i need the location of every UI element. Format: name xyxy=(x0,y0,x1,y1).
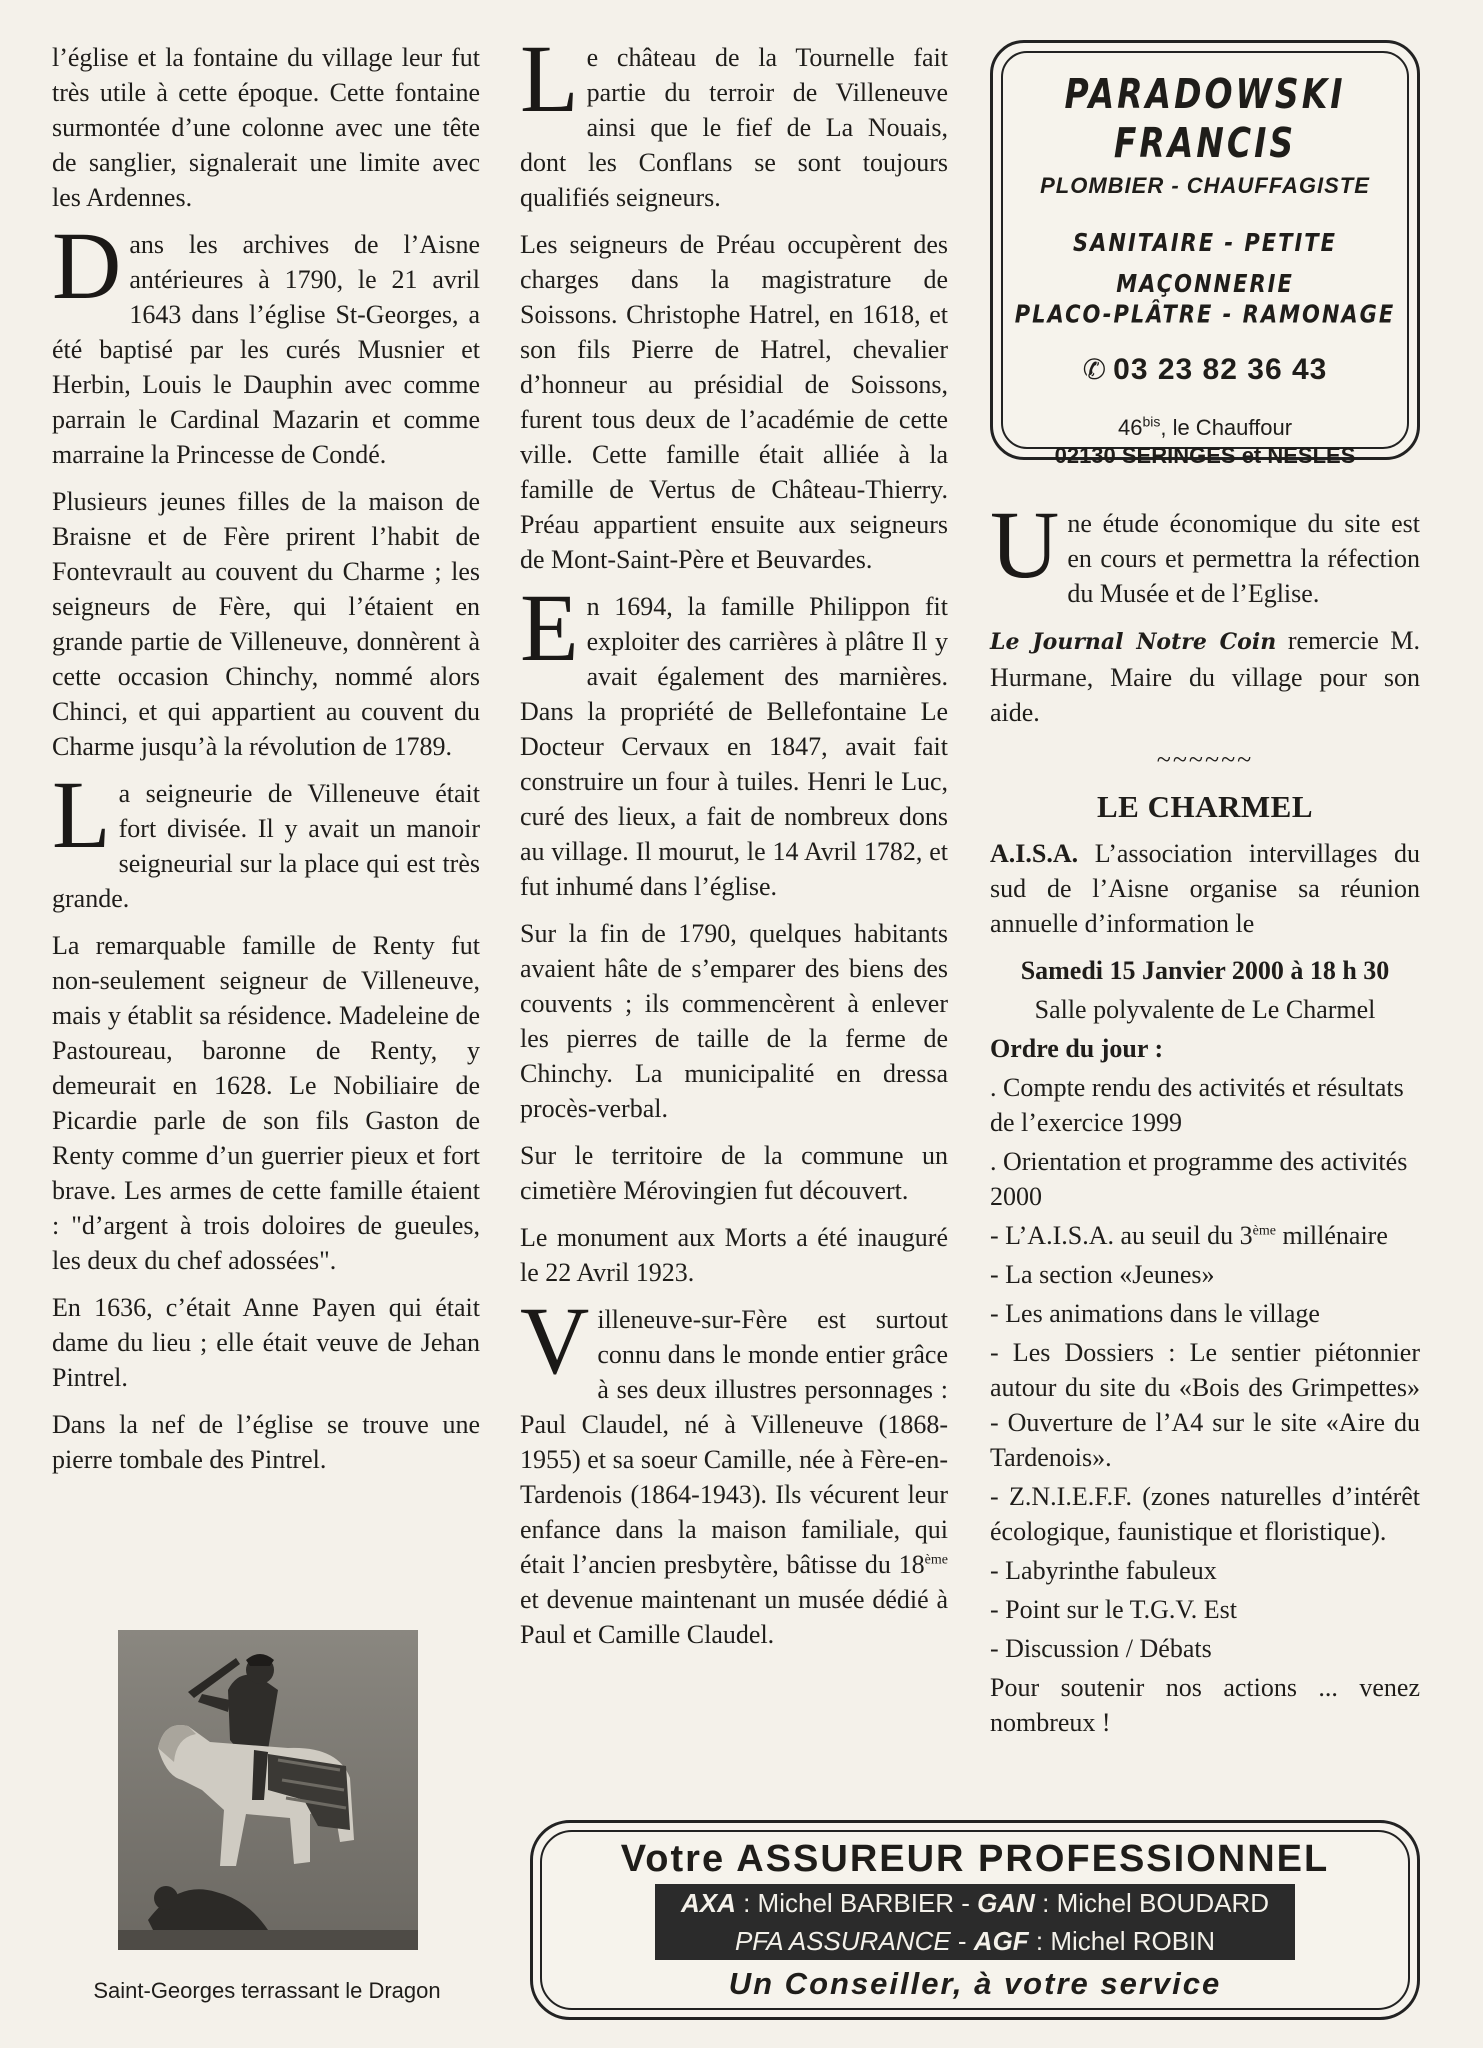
paragraph xyxy=(990,836,1420,941)
ad-phone xyxy=(1003,353,1407,387)
event-date: Samedi 15 Janvier 2000 à 18 h 30 xyxy=(1020,956,1390,985)
ad-title: Votre ASSUREUR PROFESSIONNEL xyxy=(620,1838,1330,1880)
agenda-item-text: - L’A.I.S.A. au seuil du 3 xyxy=(990,1221,1253,1250)
agenda-item: . Compte rendu des activités et résultats de l’exercice 1999 xyxy=(990,1073,1404,1137)
aisa-label: A.I.S.A. xyxy=(990,839,1079,868)
paragraph xyxy=(520,574,948,904)
brand-pfa: PFA ASSURANCE xyxy=(734,1926,951,1956)
paragraph-text: a seigneurie de Villeneuve était fort divisée. Il y avait un manoir seigneurial sur la place qui est très grande. xyxy=(52,779,480,913)
paragraph xyxy=(52,212,480,472)
superscript: ème xyxy=(924,1552,948,1568)
section-heading: LE CHARMEL xyxy=(1097,789,1313,824)
ad-address-street: , le Chauffour xyxy=(1160,415,1293,440)
paragraph xyxy=(520,25,948,215)
ad-address-suffix: bis xyxy=(1142,413,1161,430)
ad-address xyxy=(1003,413,1407,443)
paragraph-text: e château de la Tournelle fait partie du terroir de Villeneuve ainsi que le fief de La Nouais, dont les Conflans se sont toujours qualifiés seigneurs. xyxy=(520,43,948,212)
agenda-item: - Z.N.I.E.F.F. (zones naturelles d’intérêt écologique, faunistique et floristique). xyxy=(990,1482,1420,1546)
article-column-2 xyxy=(520,25,948,1664)
drop-cap: L xyxy=(52,761,111,868)
paragraph xyxy=(990,623,1420,730)
separator: - xyxy=(950,1926,974,1956)
paragraph: La remarquable famille de Renty fut non-seulement seigneur de Villeneuve, mais y établit sa résidence. Madeleine de Pastoureau, baronne de Renty, y demeurait en 1628. Le Nobiliaire de Picardie parle de son fils Gaston de Renty comme d’un guerrier pieux et fort brave. Les armes de cette famille étaient : "d’argent à trois doloires de gueules, les deux du chef adossées". xyxy=(52,931,480,1275)
drop-cap: V xyxy=(520,1287,590,1394)
paragraph-text: illeneuve-sur-Fère est surtout connu dans le monde entier grâce à ses deux illustres personnages : Paul Claudel, né à Villeneuve (1868-1955) et sa soeur Camille, née à Fère-en-Tardenois (1864-1943). Ils vécurent leur enfance dans la maison familiale, qui était l’ancien presbytère, bâtisse du 18 xyxy=(520,1305,948,1579)
saint-georges-photo xyxy=(118,1630,418,1950)
ad-profession: PLOMBIER - CHAUFFAGISTE xyxy=(1040,173,1370,198)
paragraph: Sur le territoire de la commune un cimetière Mérovingien fut découvert. xyxy=(520,1141,948,1205)
article-column-3 xyxy=(990,491,1420,1752)
paragraph: Le monument aux Morts a été inauguré le 22 Avril 1923. xyxy=(520,1223,948,1287)
ad-service-line: SANITAIRE - PETITE MAÇONNERIE xyxy=(1073,228,1337,298)
ad-agents-line xyxy=(655,1922,1295,1960)
article-column-1 xyxy=(52,40,480,1489)
agenda-item xyxy=(990,1218,1420,1253)
ad-frame xyxy=(1001,51,1409,468)
superscript: ème xyxy=(1252,1223,1276,1239)
agenda-item: - Point sur le T.G.V. Est xyxy=(990,1595,1238,1624)
closing-text: Pour soutenir nos actions ... venez nombreux ! xyxy=(990,1673,1420,1737)
ad-slogan: Un Conseiller, à votre service xyxy=(728,1966,1222,2001)
agenda-item: - Labyrinthe fabuleux xyxy=(990,1556,1217,1585)
paragraph-text: L’association intervillages du sud de l’Aisne organise sa réunion annuelle d’information le xyxy=(990,839,1420,938)
journal-name: Le Journal Notre Coin xyxy=(990,629,1277,655)
drop-cap: L xyxy=(520,25,579,132)
agent-name: : Michel ROBIN xyxy=(1028,1926,1216,1956)
agenda-item: - La section «Jeunes» xyxy=(990,1260,1215,1289)
agenda-item-text: millénaire xyxy=(1275,1221,1388,1250)
paragraph: Dans la nef de l’église se trouve une pierre tombale des Pintrel. xyxy=(52,1410,480,1474)
ad-service-line: PLACO-PLÂTRE - RAMONAGE xyxy=(1014,299,1396,329)
agenda-item: . Orientation et programme des activités 2000 xyxy=(990,1147,1408,1211)
ad-agents-line xyxy=(655,1884,1295,1922)
agenda-item: - Les animations dans le village xyxy=(990,1299,1320,1328)
brand-agf: AGF xyxy=(973,1926,1029,1956)
paragraph: l’église et la fontaine du village leur fut très utile à cette époque. Cette fontaine surmontée d’une colonne avec une tête de sanglier, signalerait une limite avec les Ardennes. xyxy=(52,43,480,212)
agent-name: : Michel BOUDARD xyxy=(1034,1888,1269,1918)
statue-illustration xyxy=(118,1630,418,1950)
ad-business-name: PARADOWSKI FRANCIS xyxy=(1064,69,1346,167)
paragraph-text: ne étude économique du site est en cours et permettra la réfection du Musée et de l’Eglise. xyxy=(1067,509,1420,608)
agenda-item: - Les Dossiers : Le sentier piétonnier autour du site du «Bois des Grimpettes» - Ouverture de l’A4 sur le site «Aire du Tardenois». xyxy=(990,1338,1420,1472)
paragraph: En 1636, c’était Anne Payen qui était dame du lieu ; elle était veuve de Jehan Pintrel. xyxy=(52,1293,480,1392)
paragraph: Sur la fin de 1790, quelques habitants avaient hâte de s’emparer des biens des couvents ; ils commencèrent à enlever les pierres de taille de la ferme de Chinchy. La municipalité en dressa procès-verbal. xyxy=(520,919,948,1123)
ad-frame xyxy=(540,1830,1410,2010)
paragraph xyxy=(520,1287,948,1652)
plumber-advertisement xyxy=(990,40,1420,468)
photo-caption: Saint-Georges terrassant le Dragon xyxy=(93,1978,441,2003)
drop-cap: E xyxy=(520,574,579,681)
paragraph-text: et devenue maintenant un musée dédié à Paul et Camille Claudel. xyxy=(520,1585,948,1649)
ad-city: 02130 SERINGES et NESLES xyxy=(1054,443,1356,468)
agenda-item: - Discussion / Débats xyxy=(990,1634,1212,1663)
agenda-title: Ordre du jour : xyxy=(990,1034,1164,1063)
paragraph xyxy=(990,491,1420,611)
ad-address-number: 46 xyxy=(1117,415,1143,440)
brand-axa: AXA xyxy=(680,1888,736,1918)
paragraph xyxy=(52,761,480,916)
insurance-advertisement xyxy=(530,1820,1420,2020)
drop-cap: D xyxy=(52,212,122,319)
brand-gan: GAN xyxy=(977,1888,1035,1918)
paragraph-text: ans les archives de l’Aisne antérieures à 1790, le 21 avril 1643 dans l’église St-Georges, a été baptisé par les curés Musnier et Herbin, Louis le Dauphin avec comme parrain le Cardinal Mazarin et comme marraine la Princesse de Condé. xyxy=(52,230,480,469)
paragraph: Plusieurs jeunes filles de la maison de Braisne et de Fère prirent l’habit de Fontevrault au couvent du Charme ; les seigneurs de Fère, qui l’étaient en grande partie de Villeneuve, donnèrent à cette occasion Chinchy, nommé alors Chinci, et qui appartient au couvent du Charme jusqu’à la révolution de 1789. xyxy=(52,487,480,761)
event-venue: Salle polyvalente de Le Charmel xyxy=(1034,995,1376,1024)
separator: ~~~~~~ xyxy=(1156,745,1254,774)
paragraph-text: n 1694, la famille Philippon fit exploiter des carrières à plâtre Il y avait également des marnières. Dans la propriété de Bellefontaine Le Docteur Cervaux en 1847, avait fait construire un four à tuiles. Henri le Luc, curé des lieux, a fait de nombreux dons au village. Il mourut, le 14 Avril 1782, et fut inhumé dans l’église. xyxy=(520,592,948,901)
agent-name: : Michel BARBIER - xyxy=(735,1888,978,1918)
drop-cap: U xyxy=(990,491,1060,598)
paragraph: Les seigneurs de Préau occupèrent des charges dans la magistrature de Soissons. Christophe Hatrel, en 1618, et son fils Pierre de Hatrel, chevalier d’honneur au présidial de Soissons, furent tous deux de l’académie de cette ville. Cette famille était alliée à la famille de Vertus de Château-Thierry. Préau appartient ensuite aux seigneurs de Mont-Saint-Père et Beuvardes. xyxy=(520,230,948,574)
phone-icon: ✆ xyxy=(1082,354,1108,385)
ad-phone-number: 03 23 82 36 43 xyxy=(1113,353,1328,386)
paragraph-text: remercie M. Hurmane, Maire du village pour son aide. xyxy=(990,626,1420,727)
